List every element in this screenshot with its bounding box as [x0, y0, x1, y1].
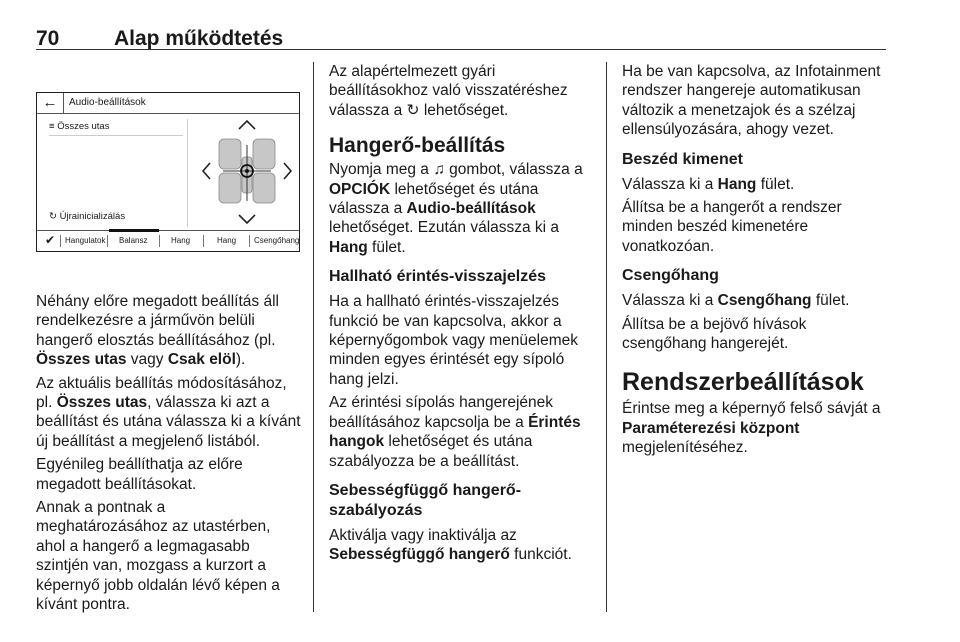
list-divider	[49, 135, 183, 136]
header-rule	[36, 49, 886, 50]
tab-label: Hang	[171, 236, 191, 245]
column-divider	[606, 62, 607, 612]
paragraph: Néhány előre megadott beállítás áll rendelkezésre a járművön belüli hangerő elosztás beállításához (pl. Összes utas vagy Csak elöl).	[36, 293, 279, 369]
reset-icon: ↻	[406, 101, 420, 119]
seats-icon	[197, 117, 297, 227]
subsection-heading: Hallható érintés-visszajelzés	[329, 268, 546, 286]
column-1	[36, 292, 301, 619]
list-item: ≡ Összes utas	[49, 121, 110, 132]
paragraph: Nyomja meg a ♫ gombot, válassza a OPCIÓK lehetőséget és utána válassza a Audio-beállítások lehetőséget. Ezután válassza ki a Hang fület.	[329, 161, 583, 256]
chevron-right-icon	[284, 163, 291, 179]
screen-top-bar	[37, 93, 299, 114]
chevron-down-icon	[239, 215, 255, 223]
screen-tab-bar	[37, 230, 299, 251]
list-item: ↻ Újrainicializálás	[49, 211, 126, 222]
music-note-icon: ♫	[433, 161, 445, 179]
check-icon: ✔	[45, 233, 56, 247]
tab-label: Hang	[217, 236, 237, 245]
chevron-up-icon	[239, 121, 255, 129]
section-heading: Hangerő-beállítás	[329, 134, 506, 158]
paragraph: Állítsa be a hangerőt a rendszer minden beszéd kimenetére vonatkozóan.	[622, 199, 842, 255]
screen-divider	[187, 119, 188, 227]
chevron-left-icon	[203, 163, 210, 179]
preset-list	[45, 121, 183, 221]
tab-label: Balansz	[119, 236, 148, 245]
paragraph: Állítsa be a bejövő hívások csengőhang hangerejét.	[622, 315, 807, 353]
tab-label: Hangulatok	[65, 236, 106, 245]
paragraph: Az érintési sípolás hangerejének beállításához kapcsolja be a Érintés hangok lehetőséget és utána szabályozza be a beállítást.	[329, 394, 581, 470]
paragraph: Az alapértelmezett gyári beállításokhoz való visszatéréshez válassza a ↻ lehetőséget.	[329, 63, 568, 119]
paragraph: Egyénileg beállíthatja az előre megadott beállításokat.	[36, 456, 243, 493]
subsection-heading: Beszéd kimenet	[622, 150, 743, 168]
page-header	[36, 25, 886, 51]
reset-icon: ↻	[49, 211, 57, 222]
subsection-heading: Csengőhang	[622, 267, 719, 285]
paragraph: Az aktuális beállítás módosításához, pl. Összes utas, válassza ki azt a beállítást és utána válassza ki a kívánt új beállítást a megjelenő listából.	[36, 374, 301, 450]
paragraph: Annak a pontnak a meghatározásához az utastérben, ahol a hangerő a legmagasabb szintjén van, mozgass a kurzort a képernyő jobb oldalán lévő képen a kívánt pontra.	[36, 499, 280, 614]
paragraph: Aktiválja vagy inaktiválja az Sebességfüggő hangerő funkciót.	[329, 526, 572, 564]
column-2	[329, 62, 594, 569]
audio-settings-screenshot	[36, 92, 300, 252]
column-divider	[313, 62, 314, 612]
chapter-title: Alap működtetés	[114, 27, 284, 50]
column-3	[622, 62, 890, 462]
section-heading: Rendszerbeállítások	[622, 368, 864, 397]
subsection-heading: Sebességfüggő hangerő- szabályozás	[329, 481, 522, 519]
page-number: 70	[36, 27, 60, 50]
paragraph: Érintse meg a képernyő felső sávját a Paraméterezési központ megjelenítéséhez.	[622, 400, 881, 457]
paragraph: Ha be van kapcsolva, az Infotainment rendszer hangereje automatikusan változik a menetzajok és a szélzaj ellensúlyozására, ahogy vezet.	[622, 63, 881, 139]
list-icon: ≡	[49, 121, 55, 132]
tab-label: Csengőhang	[254, 236, 300, 245]
paragraph: Ha a hallható érintés-visszajelzés funkció be van kapcsolva, akkor a képernyőgombok vagy menüelemek minden egyes érintését egy sípoló hang jelzi.	[329, 293, 578, 388]
back-arrow-icon: ←	[37, 93, 64, 113]
active-tab-indicator	[109, 229, 159, 232]
paragraph: Válassza ki a Hang fület.	[622, 175, 795, 193]
paragraph: Válassza ki a Csengőhang fület.	[622, 292, 850, 310]
screen-title: Audio-beállítások	[69, 97, 146, 108]
